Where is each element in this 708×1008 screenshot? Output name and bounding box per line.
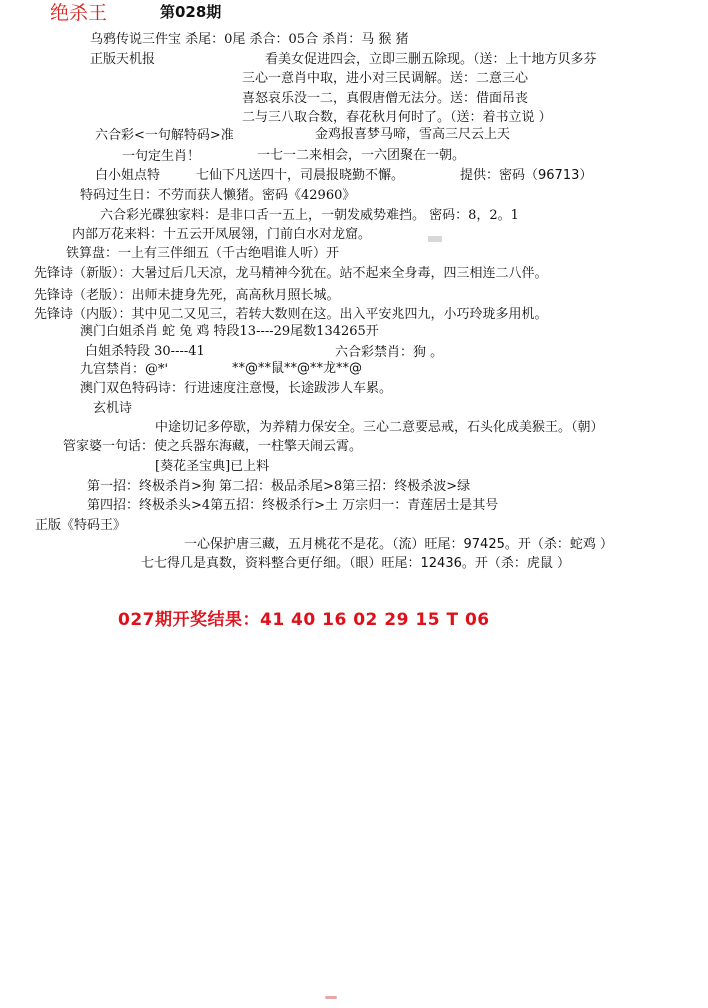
- text-line: 一句定生肖！: [122, 149, 201, 164]
- text-line: 三心一意肖中取，进小对三民调解。送：二意三心: [242, 71, 529, 86]
- text-line: **@**鼠**@**龙**@: [232, 361, 363, 376]
- text-line: 玄机诗: [93, 401, 133, 416]
- text-line: 正版天机报: [90, 52, 156, 67]
- text-line: 二与三八取合数，春花秋月何时了。（送：着书立说 ）: [242, 110, 552, 125]
- text-line: 金鸡报喜梦马啼，雪高三尺云上天: [315, 127, 511, 142]
- text-line: 一七一二来相会，一六团聚在一朝。: [257, 148, 466, 163]
- text-line: 特码过生日：不劳而获人懒猪。密码《42960》: [80, 188, 356, 203]
- decorative-box: [428, 236, 442, 242]
- text-line: [葵花圣宝典]已上料: [155, 459, 270, 474]
- text-line: 一心保护唐三藏，五月桃花不是花。（流）旺尾：97425。开（杀：蛇鸡 ）: [184, 537, 613, 552]
- text-line: 澳门白姐杀肖 蛇 兔 鸡 特段13----29尾数134265开: [80, 324, 379, 339]
- text-line: 白小姐点特: [95, 168, 161, 183]
- text-line: 先锋诗（老版）：出师未捷身先死，高高秋月照长城。: [34, 288, 340, 303]
- text-line: 看美女促进四会，立即三删五除现。（送：上十地方贝多芬: [265, 52, 597, 67]
- text-line: 六合彩<一句解特码>准: [95, 128, 234, 143]
- text-line: 中途切记多停歇，为养精力保安全。三心二意要忌戒，石头化成美猴王。（朝）: [155, 420, 604, 435]
- text-line: 先锋诗（新版）：大暑过后几天凉，龙马精神今犹在。站不起来全身毒，四三相连二八伴。: [34, 266, 548, 281]
- lottery-result: 027期开奖结果：41 40 16 02 29 15 T 06: [118, 610, 490, 630]
- brand-title: 绝杀王: [50, 2, 108, 24]
- text-line: 内部万花来料：十五云开凤展翎，门前白水对龙窟。: [72, 227, 372, 242]
- text-line: 六合彩禁肖：狗 。: [335, 345, 444, 360]
- text-line: 喜怒哀乐没一二，真假唐僧无法分。送：借面吊丧: [242, 91, 529, 106]
- text-line: 澳门双色特码诗：行进速度注意慢，长途跋涉人车累。: [80, 381, 393, 396]
- text-line: 第四招：终极杀头>4第五招：终极杀行>土 万宗归一：青莲居士是其号: [87, 498, 499, 513]
- text-line: 提供：密码（96713）: [460, 168, 593, 183]
- text-line: 六合彩光碟独家料：是非口舌一五上，一朝发威势难挡。 密码：8，2。1: [100, 208, 519, 223]
- text-line: 先锋诗（内版）：其中见二又见三，若转大数则在这。出入平安兆四九，小巧玲珑多用机。: [34, 307, 548, 322]
- text-line: 管家婆一句话：使之兵器东海藏，一柱擎天闹云霄。: [63, 439, 363, 454]
- text-line: 乌鸦传说三件宝 杀尾：0尾 杀合：05合 杀肖：马 猴 猪: [90, 32, 409, 47]
- text-line: 第一招：终极杀肖>狗 第二招：极品杀尾>8第三招：终极杀波>绿: [87, 479, 471, 494]
- text-line: 铁算盘：一上有三伴细五（千古绝唱谁人听）开: [66, 246, 340, 261]
- text-line: 正版《特码王》: [35, 518, 127, 533]
- decorative-stroke: [325, 996, 337, 999]
- text-line: 九宫禁肖：@*': [80, 362, 169, 377]
- text-line: 七仙下凡送四十，司晨报晓勤不懈。: [196, 168, 405, 183]
- text-line: 白姐杀特段 30----41: [85, 344, 205, 359]
- text-line: 七七得几是真数，资料整合更仔细。（眼）旺尾：12436。开（杀：虎鼠 ）: [141, 556, 570, 571]
- issue-number: 第028期: [160, 3, 222, 21]
